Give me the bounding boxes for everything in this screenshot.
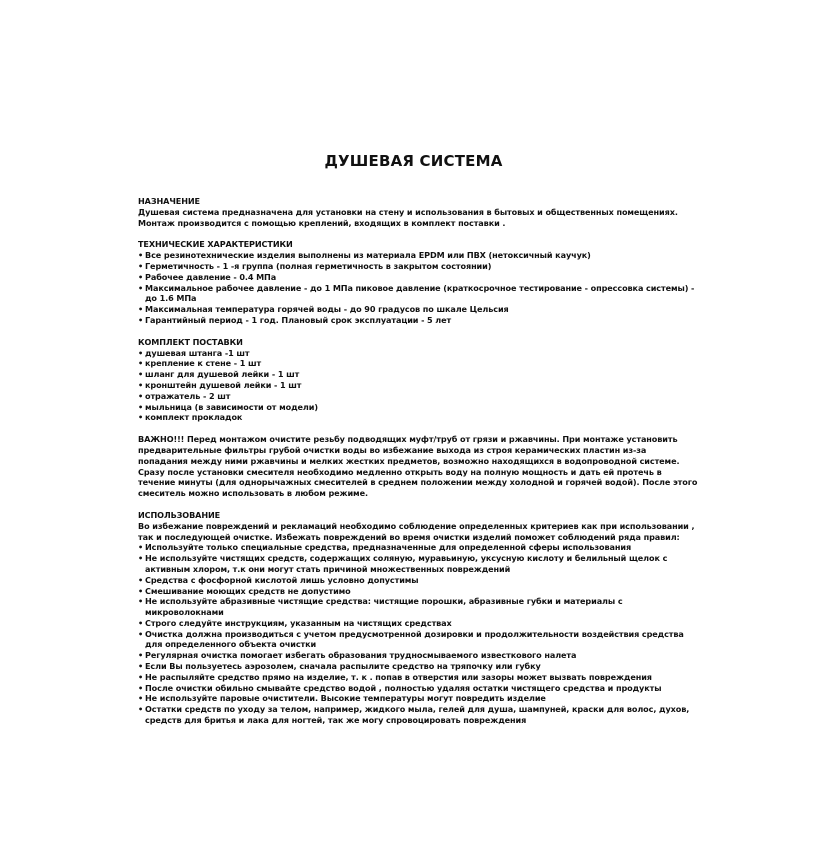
list-item: • Остатки средств по уходу за телом, например, жидкого мыла, гелей для душа, шампуней, краски для волос, духов, средств для бритья и лака для ногтей, так же могу спровоцировать повреждения [138,704,698,726]
usage-section [138,510,698,726]
specs-list [138,250,698,326]
list-item: • душевая штанга -1 шт [138,348,698,359]
list-item: • мыльница (в зависимости от модели) [138,402,698,413]
list-item: • Очистка должна производиться с учетом предусмотренной дозировки и продолжительности воздействия средства для определенного объекта очистки [138,629,698,651]
list-item: • кронштейн душевой лейки - 1 шт [138,380,698,391]
list-item: • Строго следуйте инструкциям, указанным на чистящих средствах [138,618,698,629]
list-item: • Герметичность - 1 -я группа (полная герметичность в закрытом состоянии) [138,261,698,272]
list-item: • Не используйте паровые очистители. Высокие температуры могут повредить изделие [138,693,698,704]
list-item: • комплект прокладок [138,412,698,423]
list-item: • Средства с фосфорной кислотой лишь условно допустимы [138,575,698,586]
list-item: • Максимальное рабочее давление - до 1 МПа пиковое давление (краткосрочное тестирование - опрессовка системы) - до 1.6 МПа [138,283,698,305]
usage-heading: ИСПОЛЬЗОВАНИЕ [138,509,221,520]
kit-list [138,348,698,424]
list-item: • Смешивание моющих средств не допустимо [138,586,698,597]
document-title: ДУШЕВАЯ СИСТЕМА [324,152,503,170]
list-item: • Не используйте абразивные чистящие средства: чистящие порошки, абразивные губки и материалы с микроволокнами [138,596,698,618]
list-item: • Если Вы пользуетесь аэрозолем, сначала распылите средство на тряпочку или губку [138,661,698,672]
list-item: • После очистки обильно смывайте средство водой , полностью удаляя остатки чистящего средства и продукты [138,683,698,694]
list-item: • Не распыляйте средство прямо на изделие, т. к . попав в отверстия или зазоры может вызвать повреждения [138,672,698,683]
usage-intro: Во избежание повреждений и рекламаций необходимо соблюдение определенных критериев как при использовании , так и последующей очистке. Избежать повреждений во время очистки изделий поможет соблюдений ряда правил: [138,520,695,542]
specs-heading: ТЕХНИЧЕСКИЕ ХАРАКТЕРИСТИКИ [138,239,293,250]
list-item: • отражатель - 2 шт [138,391,698,402]
list-item: • шланг для душевой лейки - 1 шт [138,369,698,380]
list-item: • крепление к стене - 1 шт [138,358,698,369]
list-item: • Рабочее давление - 0.4 МПа [138,272,698,283]
list-item: • Гарантийный период - 1 год. Плановый срок эксплуатации - 5 лет [138,315,698,326]
list-item: • Регулярная очистка помогает избегать образования трудносмываемого известкового налета [138,650,698,661]
specs-section [138,239,698,325]
list-item: • Не используйте чистящих средств, содержащих соляную, муравьиную, уксусную кислоту и белильный щелок с активным хлором, т.к они могут стать причиной множественных повреждений [138,553,698,575]
kit-heading: КОМПЛЕКТ ПОСТАВКИ [138,336,243,347]
list-item: • Максимальная температура горячей воды - до 90 градусов по шкале Цельсия [138,304,698,315]
purpose-heading: НАЗНАЧЕНИЕ [138,196,200,206]
kit-section [138,337,698,423]
usage-list [138,542,698,726]
list-item: • Используйте только специальные средства, предназначенные для определенной сферы использования [138,542,698,553]
warning-paragraph: ВАЖНО!!! Перед монтажом очистите резьбу подводящих муфт/труб от грязи и ржавчины. При монтаже установить предварительные фильтры грубой очистки воды во избежание выхода из строя керамических пластин из-за попадания между ними ржавчины и мелких жестких предметов, возможно находящихся в водопроводной системе. Сразу после установки смесителя необходимо медленно открыть воду на полную мощность и дать ей протечь в течение минуты (для однорычажных смесителей в среднем положении между холодной и горячей водой). После этого смеситель можно использовать в любом режиме. [138,434,698,499]
purpose-text: Душевая система предназначена для установки на стену и использования в бытовых и общественных помещениях. Монтаж производится с помощью креплений, входящих в комплект поставки . [138,206,678,228]
document-body [138,196,698,737]
purpose-section [138,196,698,228]
list-item: • Все резинотехнические изделия выполнены из материала EPDM или ПВХ (нетоксичный каучук) [138,250,698,261]
